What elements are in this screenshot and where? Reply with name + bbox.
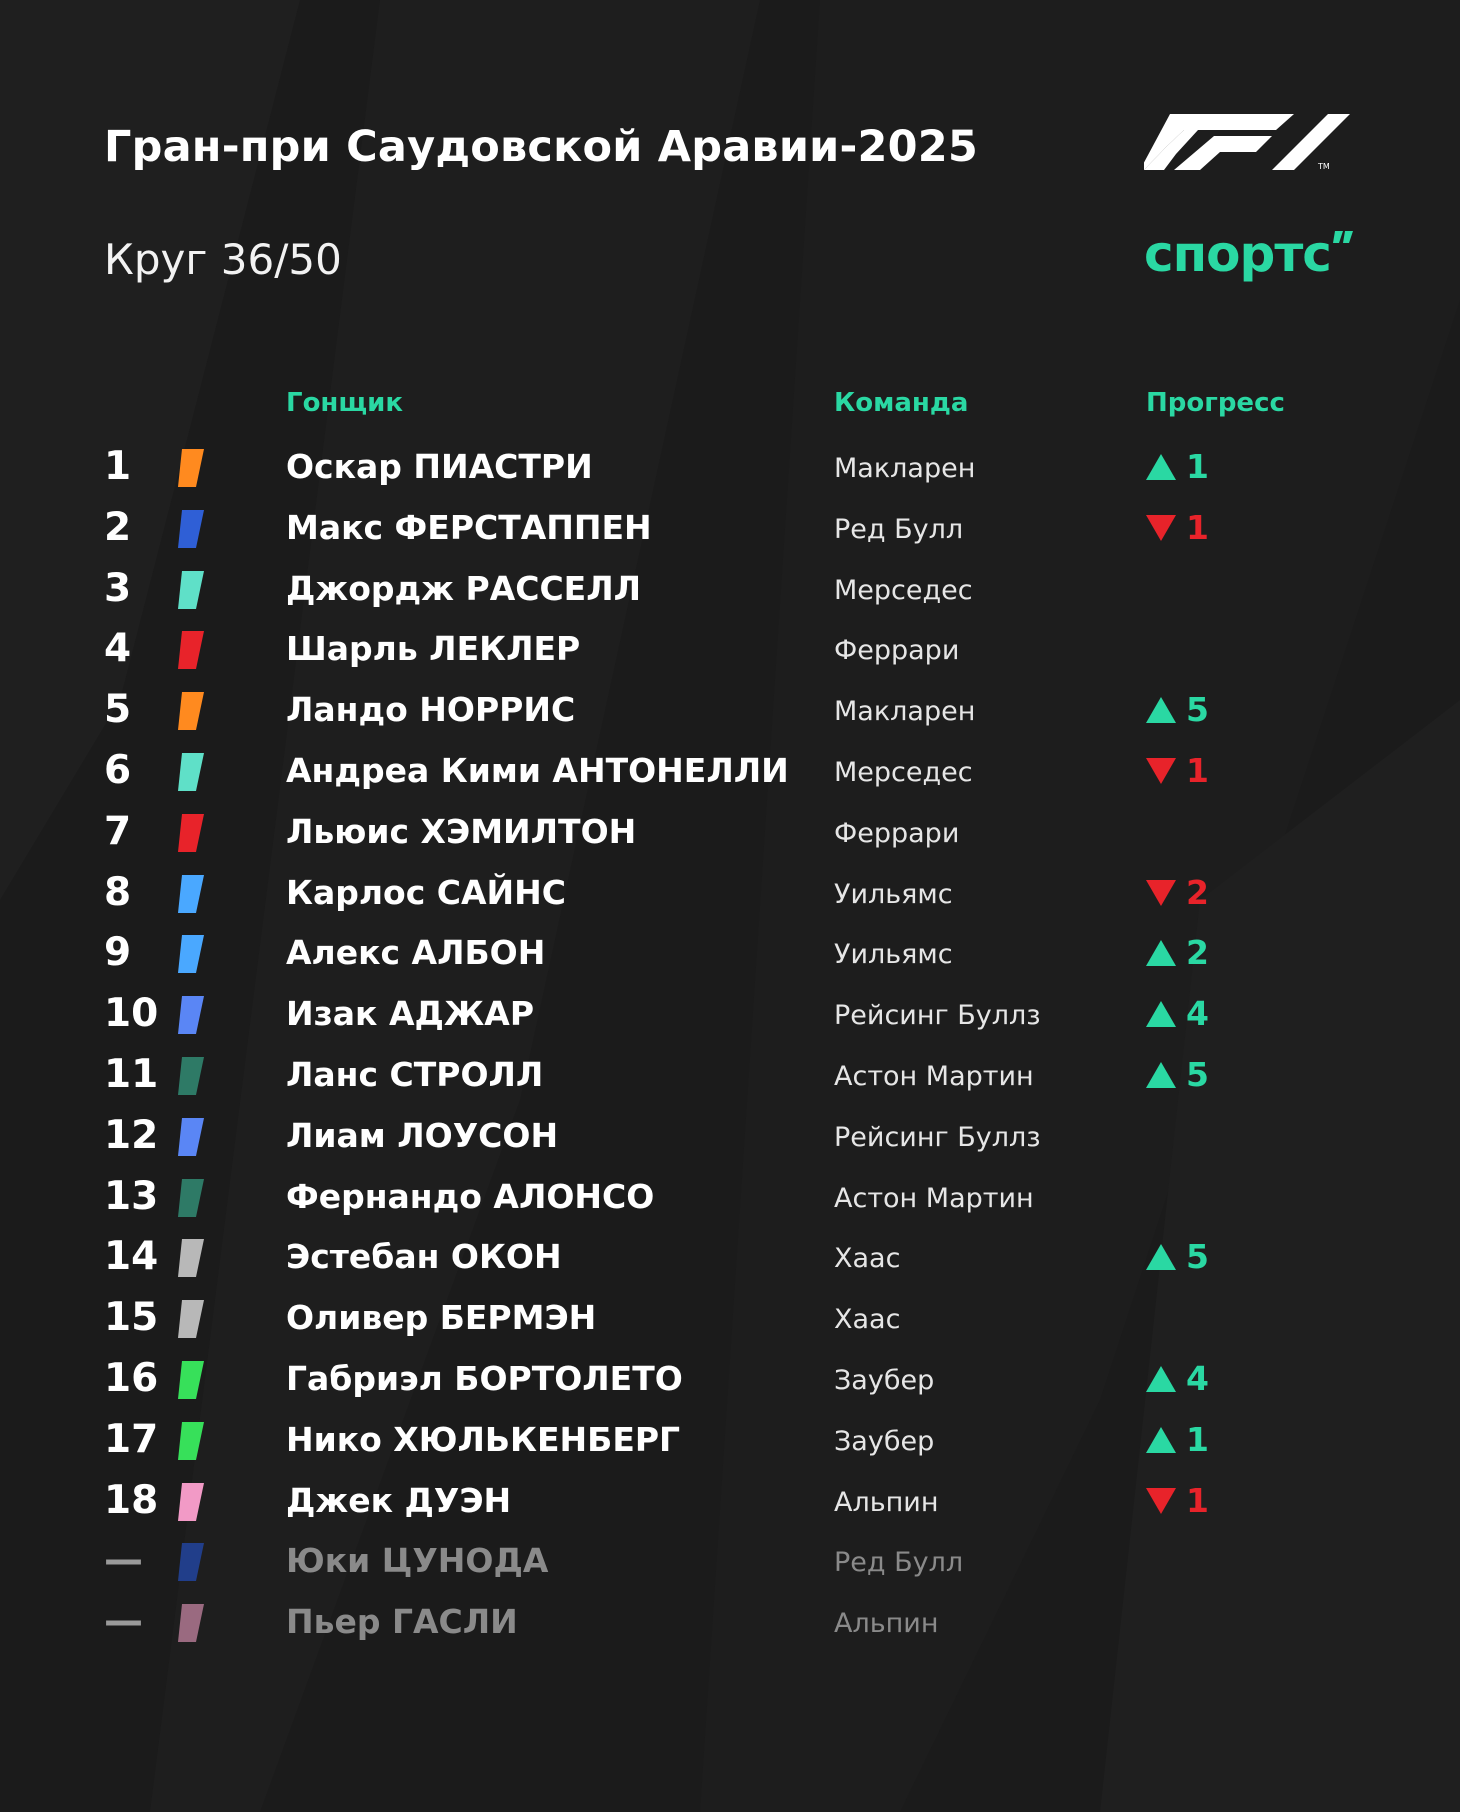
driver-name: Карлос САЙНС — [286, 873, 566, 912]
table-row — [0, 802, 1460, 862]
team-color-stripe — [178, 935, 204, 973]
team-color-stripe — [178, 875, 204, 913]
triangle-down-icon — [1146, 1488, 1176, 1514]
team-color-stripe — [178, 449, 204, 487]
triangle-up-icon — [1146, 1366, 1176, 1392]
team-name: Хаас — [834, 1304, 901, 1335]
progress-indicator — [1146, 1471, 1209, 1531]
team-name: Заубер — [834, 1365, 935, 1396]
team-color-stripe — [178, 1361, 204, 1399]
team-color-stripe — [178, 510, 204, 548]
team-color-stripe — [178, 1483, 204, 1521]
driver-name: Пьер ГАСЛИ — [286, 1602, 518, 1641]
driver-name: Джек ДУЭН — [286, 1481, 512, 1520]
position-number: 7 — [104, 809, 132, 854]
position-number: 5 — [104, 687, 132, 732]
driver-name: Оскар ПИАСТРИ — [286, 447, 593, 486]
table-row — [0, 863, 1460, 923]
driver-name: Джордж РАССЕЛЛ — [286, 569, 642, 608]
position-number: 12 — [104, 1113, 159, 1158]
driver-name: Фернандо АЛОНСО — [286, 1177, 655, 1216]
triangle-up-icon — [1146, 454, 1176, 480]
position-number: 11 — [104, 1052, 159, 1097]
column-header-driver: Гонщик — [286, 388, 403, 418]
position-number: 6 — [104, 748, 132, 793]
progress-change: 2 — [1186, 873, 1209, 912]
table-row — [0, 1227, 1460, 1287]
table-row — [0, 1288, 1460, 1348]
driver-name: Лиам ЛОУСОН — [286, 1116, 559, 1155]
progress-change: 1 — [1186, 1481, 1209, 1520]
team-name: Астон Мартин — [834, 1061, 1034, 1092]
team-name: Альпин — [834, 1487, 939, 1518]
position-number: 14 — [104, 1234, 159, 1279]
triangle-up-icon — [1146, 1062, 1176, 1088]
f1-logo — [1144, 114, 1354, 170]
progress-change: 4 — [1186, 994, 1209, 1033]
position-number: 13 — [104, 1174, 159, 1219]
table-row — [0, 1349, 1460, 1409]
progress-change: 5 — [1186, 690, 1209, 729]
table-row — [0, 1592, 1460, 1652]
table-row — [0, 741, 1460, 801]
table-row — [0, 680, 1460, 740]
position-number: — — [104, 1538, 143, 1583]
position-number: 18 — [104, 1478, 159, 1523]
driver-name: Шарль ЛЕКЛЕР — [286, 629, 581, 668]
team-color-stripe — [178, 1179, 204, 1217]
progress-change: 1 — [1186, 1420, 1209, 1459]
triangle-up-icon — [1146, 940, 1176, 966]
progress-change: 5 — [1186, 1237, 1209, 1276]
driver-name: Ландо НОРРИС — [286, 690, 576, 729]
progress-change: 1 — [1186, 508, 1209, 547]
position-number: 3 — [104, 566, 132, 611]
team-name: Мерседес — [834, 757, 973, 788]
team-name: Мерседес — [834, 575, 973, 606]
driver-name: Оливер БЕРМЭН — [286, 1298, 597, 1337]
table-row — [0, 1531, 1460, 1591]
team-name: Ред Булл — [834, 1547, 964, 1578]
table-row — [0, 923, 1460, 983]
team-name: Уильямс — [834, 939, 953, 970]
team-name: Феррари — [834, 635, 960, 666]
table-row — [0, 559, 1460, 619]
table-row — [0, 1471, 1460, 1531]
progress-change: 1 — [1186, 447, 1209, 486]
team-name: Рейсинг Буллз — [834, 1122, 1041, 1153]
position-number: 1 — [104, 444, 132, 489]
position-number: 8 — [104, 870, 132, 915]
progress-indicator — [1146, 1349, 1209, 1409]
driver-name: Габриэл БОРТОЛЕТО — [286, 1359, 683, 1398]
page-title: Гран-при Саудовской Аравии-2025 — [104, 122, 979, 172]
team-color-stripe — [178, 814, 204, 852]
position-number: 2 — [104, 505, 132, 550]
triangle-up-icon — [1146, 1001, 1176, 1027]
team-name: Макларен — [834, 696, 976, 727]
driver-name: Эстебан ОКОН — [286, 1237, 562, 1276]
driver-name: Макс ФЕРСТАППЕН — [286, 508, 652, 547]
progress-indicator — [1146, 923, 1209, 983]
team-name: Феррари — [834, 818, 960, 849]
progress-indicator — [1146, 863, 1209, 923]
triangle-down-icon — [1146, 515, 1176, 541]
table-row — [0, 619, 1460, 679]
progress-change: 4 — [1186, 1359, 1209, 1398]
triangle-up-icon — [1146, 1427, 1176, 1453]
table-row — [0, 1410, 1460, 1470]
position-number: — — [104, 1599, 143, 1644]
driver-name: Нико ХЮЛЬКЕНБЕРГ — [286, 1420, 681, 1459]
progress-change: 5 — [1186, 1055, 1209, 1094]
triangle-down-icon — [1146, 880, 1176, 906]
svg-text:TM: TM — [1318, 162, 1330, 170]
driver-name: Андреа Кими АНТОНЕЛЛИ — [286, 751, 789, 790]
triangle-up-icon — [1146, 1244, 1176, 1270]
progress-change: 1 — [1186, 751, 1209, 790]
team-color-stripe — [178, 571, 204, 609]
position-number: 10 — [104, 991, 159, 1036]
triangle-up-icon — [1146, 697, 1176, 723]
table-row — [0, 437, 1460, 497]
table-row — [0, 984, 1460, 1044]
driver-name: Ланс СТРОЛЛ — [286, 1055, 544, 1094]
driver-name: Юки ЦУНОДА — [286, 1541, 549, 1580]
table-row — [0, 498, 1460, 558]
progress-indicator — [1146, 1045, 1209, 1105]
progress-indicator — [1146, 1410, 1209, 1470]
team-color-stripe — [178, 1057, 204, 1095]
lap-counter: Круг 36/50 — [104, 235, 342, 284]
sports-ru-logo: спортс — [1144, 225, 1355, 283]
triangle-down-icon — [1146, 758, 1176, 784]
team-color-stripe — [178, 1422, 204, 1460]
team-color-stripe — [178, 631, 204, 669]
progress-indicator — [1146, 437, 1209, 497]
team-color-stripe — [178, 753, 204, 791]
position-number: 9 — [104, 930, 132, 975]
team-name: Уильямс — [834, 879, 953, 910]
progress-change: 2 — [1186, 933, 1209, 972]
progress-indicator — [1146, 1227, 1209, 1287]
progress-indicator — [1146, 741, 1209, 801]
team-color-stripe — [178, 1543, 204, 1581]
position-number: 17 — [104, 1417, 159, 1462]
team-color-stripe — [178, 1604, 204, 1642]
table-row — [0, 1167, 1460, 1227]
team-name: Ред Булл — [834, 514, 964, 545]
progress-indicator — [1146, 498, 1209, 558]
team-color-stripe — [178, 1239, 204, 1277]
driver-name: Изак АДЖАР — [286, 994, 534, 1033]
driver-name: Льюис ХЭМИЛТОН — [286, 812, 637, 851]
team-name: Хаас — [834, 1243, 901, 1274]
team-color-stripe — [178, 1300, 204, 1338]
table-row — [0, 1106, 1460, 1166]
table-row — [0, 1045, 1460, 1105]
team-name: Астон Мартин — [834, 1183, 1034, 1214]
position-number: 16 — [104, 1356, 159, 1401]
team-name: Альпин — [834, 1608, 939, 1639]
progress-indicator — [1146, 984, 1209, 1044]
team-color-stripe — [178, 1118, 204, 1156]
position-number: 15 — [104, 1295, 159, 1340]
driver-name: Алекс АЛБОН — [286, 933, 546, 972]
team-name: Заубер — [834, 1426, 935, 1457]
position-number: 4 — [104, 626, 132, 671]
progress-indicator — [1146, 680, 1209, 740]
team-name: Рейсинг Буллз — [834, 1000, 1041, 1031]
column-header-progress: Прогресс — [1146, 388, 1285, 418]
team-color-stripe — [178, 996, 204, 1034]
team-name: Макларен — [834, 453, 976, 484]
column-header-team: Команда — [834, 388, 969, 418]
team-color-stripe — [178, 692, 204, 730]
